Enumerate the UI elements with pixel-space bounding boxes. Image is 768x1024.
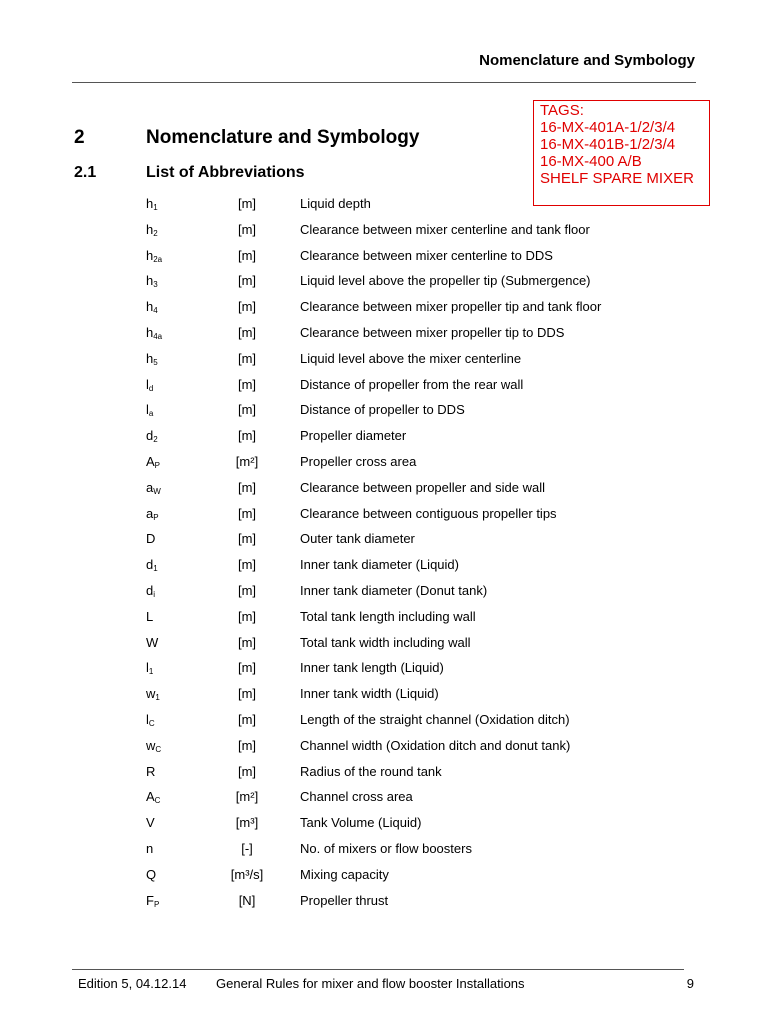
abbreviation-unit: [m] [237, 686, 257, 702]
symbol-base: h [146, 324, 154, 340]
abbreviation-symbol [146, 609, 153, 624]
abbreviation-unit: [m] [237, 505, 257, 521]
abbreviation-row [146, 633, 706, 659]
abbreviation-symbol [146, 738, 161, 754]
abbreviation-description: Total tank length including wall [300, 608, 476, 624]
abbreviation-row [146, 813, 706, 839]
symbol-base: h [146, 247, 154, 263]
abbreviation-unit: [m³] [235, 815, 259, 831]
abbreviation-symbol [146, 402, 153, 418]
abbreviation-description: Channel width (Oxidation ditch and donut tank) [300, 737, 571, 753]
symbol-subscript: 1 [153, 564, 158, 574]
symbol-subscript: i [153, 589, 156, 599]
abbreviation-unit: [m] [237, 557, 257, 573]
abbreviation-unit: [N] [238, 892, 256, 908]
abbreviation-row [146, 452, 706, 478]
abbreviation-description: No. of mixers or flow boosters [300, 840, 472, 856]
symbol-subscript: 1 [148, 667, 154, 677]
symbol-base: R [146, 763, 156, 779]
symbol-base: V [146, 815, 155, 831]
tag-line: 16-MX-401B-1/2/3/4 [540, 136, 676, 153]
abbreviation-symbol [146, 454, 160, 470]
abbreviation-symbol [146, 273, 158, 289]
abbreviation-unit: [m²] [235, 789, 259, 805]
abbreviation-symbol [146, 660, 153, 676]
symbol-base: F [146, 892, 154, 908]
abbreviation-symbol [146, 583, 155, 599]
abbreviation-unit: [m] [237, 428, 257, 444]
symbol-base: a [146, 479, 154, 495]
symbol-base: d [146, 428, 154, 444]
symbol-base: w [146, 686, 156, 702]
abbreviation-row [146, 865, 706, 891]
running-header-title: Nomenclature and Symbology [479, 52, 695, 69]
abbreviation-symbol [146, 248, 162, 264]
symbol-subscript: P [153, 899, 160, 909]
symbol-subscript: 1 [155, 693, 160, 703]
footer-edition: Edition 5, 04.12.14 [78, 976, 187, 991]
abbreviation-row [146, 504, 706, 530]
abbreviation-symbol [146, 351, 158, 367]
abbreviation-symbol [146, 867, 156, 882]
symbol-subscript: 2 [153, 228, 158, 238]
tag-annotation-box [533, 100, 710, 206]
tag-line: TAGS: [540, 102, 584, 119]
abbreviation-description: Inner tank length (Liquid) [300, 660, 444, 676]
abbreviation-description: Total tank width including wall [300, 634, 471, 650]
abbreviation-row [146, 375, 706, 401]
symbol-subscript: 4a [153, 331, 163, 341]
header-divider [72, 82, 696, 83]
abbreviation-row [146, 762, 706, 788]
abbreviation-row [146, 400, 706, 426]
abbreviation-unit: [m] [237, 660, 257, 676]
symbol-base: W [146, 634, 159, 650]
abbreviation-row [146, 271, 706, 297]
symbol-base: l [146, 660, 149, 676]
abbreviation-description: Clearance between mixer propeller tip to DDS [300, 324, 565, 340]
symbol-base: h [146, 196, 154, 211]
abbreviation-unit: [m³/s] [230, 866, 264, 882]
tag-line: 16-MX-401A-1/2/3/4 [540, 119, 676, 136]
abbreviation-description: Channel cross area [300, 789, 413, 805]
abbreviation-description: Clearance between contiguous propeller tips [300, 505, 557, 521]
abbreviation-description: Inner tank diameter (Donut tank) [300, 582, 488, 598]
abbreviation-row [146, 736, 706, 762]
abbreviation-symbol [146, 196, 158, 212]
abbreviation-row [146, 220, 706, 246]
abbreviation-description: Liquid level above the propeller tip (Submergence) [300, 273, 591, 289]
section-number: 2.1 [74, 164, 97, 181]
tag-line: SHELF SPARE MIXER [540, 170, 694, 187]
abbreviation-symbol [146, 686, 160, 702]
abbreviation-symbol [146, 480, 161, 496]
abbreviation-row [146, 246, 706, 272]
symbol-base: a [146, 505, 154, 521]
abbreviation-row [146, 891, 706, 917]
abbreviation-symbol [146, 222, 158, 238]
abbreviation-description: Propeller thrust [300, 892, 389, 908]
symbol-base: l [146, 376, 149, 392]
abbreviation-description: Clearance between propeller and side wall [300, 479, 545, 495]
abbreviation-description: Liquid level above the mixer centerline [300, 350, 522, 366]
symbol-subscript: C [148, 718, 155, 728]
abbreviation-row [146, 607, 706, 633]
abbreviation-symbol [146, 428, 158, 444]
symbol-subscript: C [154, 796, 161, 806]
abbreviation-symbol [146, 635, 158, 650]
abbreviation-symbol [146, 506, 159, 522]
abbreviation-unit: [m] [237, 196, 257, 211]
abbreviation-description: Clearance between mixer centerline to DDS [300, 247, 553, 263]
abbreviation-row [146, 787, 706, 813]
symbol-base: l [146, 402, 149, 418]
symbol-base: L [146, 608, 154, 624]
abbreviation-row [146, 555, 706, 581]
abbreviation-unit: [m] [237, 763, 257, 779]
abbreviation-symbol [146, 377, 153, 393]
abbreviation-unit: [m] [237, 350, 257, 366]
abbreviation-symbol [146, 893, 159, 909]
abbreviation-description: Propeller cross area [300, 453, 417, 469]
abbreviation-symbol [146, 325, 162, 341]
section-title: List of Abbreviations [146, 164, 305, 181]
abbreviation-row [146, 478, 706, 504]
symbol-subscript: a [148, 409, 154, 419]
abbreviation-description: Liquid depth [300, 196, 371, 211]
abbreviation-unit: [m] [237, 479, 257, 495]
symbol-base: h [146, 221, 154, 237]
abbreviation-description: Propeller diameter [300, 428, 407, 444]
abbreviation-row [146, 349, 706, 375]
symbol-base: h [146, 350, 154, 366]
abbreviation-unit: [m] [237, 582, 257, 598]
abbreviation-row [146, 581, 706, 607]
chapter-title: Nomenclature and Symbology [146, 127, 420, 148]
footer-document-title: General Rules for mixer and flow booster Installations [216, 976, 525, 991]
abbreviation-description: Mixing capacity [300, 866, 389, 882]
symbol-base: Q [146, 866, 157, 882]
abbreviation-description: Clearance between mixer centerline and tank floor [300, 221, 590, 237]
symbol-subscript: d [148, 383, 154, 393]
symbol-base: A [146, 453, 155, 469]
abbreviation-row [146, 710, 706, 736]
symbol-base: A [146, 789, 155, 805]
abbreviation-description: Inner tank width (Liquid) [300, 686, 439, 702]
abbreviation-unit: [-] [241, 840, 253, 856]
abbreviation-description: Distance of propeller from the rear wall [300, 376, 524, 392]
abbreviation-unit: [m] [237, 608, 257, 624]
abbreviation-description: Outer tank diameter [300, 531, 415, 547]
abbreviation-unit: [m] [237, 402, 257, 418]
abbreviation-unit: [m] [237, 299, 257, 315]
abbreviation-unit: [m] [237, 711, 257, 727]
abbreviation-row [146, 426, 706, 452]
symbol-subscript: 3 [153, 280, 158, 290]
abbreviation-symbol [146, 557, 158, 573]
abbreviation-row [146, 529, 706, 555]
abbreviation-row [146, 194, 706, 220]
symbol-subscript: 5 [153, 357, 158, 367]
abbreviation-unit: [m] [237, 324, 257, 340]
symbol-subscript: 2a [153, 254, 163, 264]
abbreviation-unit: [m] [237, 634, 257, 650]
symbol-subscript: P [154, 460, 161, 470]
page-number: 9 [686, 976, 694, 991]
abbreviations-list [146, 194, 706, 916]
abbreviation-unit: [m] [237, 531, 257, 547]
abbreviation-unit: [m²] [235, 453, 259, 469]
abbreviation-symbol [146, 815, 155, 830]
symbol-subscript: W [153, 486, 161, 496]
chapter-number: 2 [74, 127, 85, 148]
symbol-base: D [146, 531, 156, 547]
symbol-base: w [146, 737, 156, 753]
abbreviation-symbol [146, 531, 155, 546]
abbreviation-symbol [146, 299, 158, 315]
footer-divider [72, 969, 684, 970]
abbreviation-unit: [m] [237, 737, 257, 753]
symbol-base: d [146, 557, 154, 573]
symbol-subscript: P [153, 512, 159, 522]
abbreviation-row [146, 839, 706, 865]
abbreviation-unit: [m] [237, 247, 257, 263]
tag-line: 16-MX-400 A/B [540, 153, 642, 170]
symbol-subscript: 2 [153, 435, 158, 445]
abbreviation-description: Clearance between mixer propeller tip and tank floor [300, 299, 602, 315]
symbol-subscript: C [155, 744, 162, 754]
abbreviation-symbol [146, 764, 155, 779]
abbreviation-description: Distance of propeller to DDS [300, 402, 465, 418]
abbreviation-row [146, 297, 706, 323]
abbreviation-row [146, 323, 706, 349]
abbreviation-row [146, 658, 706, 684]
symbol-base: d [146, 582, 154, 598]
symbol-base: h [146, 273, 154, 289]
abbreviation-description: Length of the straight channel (Oxidation ditch) [300, 711, 570, 727]
abbreviation-symbol [146, 841, 153, 856]
symbol-subscript: 1 [153, 203, 158, 212]
abbreviation-symbol [146, 789, 160, 805]
symbol-base: l [146, 711, 149, 727]
symbol-subscript: 4 [153, 306, 158, 316]
abbreviation-unit: [m] [237, 273, 257, 289]
symbol-base: h [146, 299, 154, 315]
abbreviation-row [146, 684, 706, 710]
abbreviation-symbol [146, 712, 155, 728]
abbreviation-description: Radius of the round tank [300, 763, 442, 779]
abbreviation-unit: [m] [237, 221, 257, 237]
abbreviation-unit: [m] [237, 376, 257, 392]
abbreviation-description: Tank Volume (Liquid) [300, 815, 422, 831]
abbreviation-description: Inner tank diameter (Liquid) [300, 557, 459, 573]
symbol-base: n [146, 840, 154, 856]
